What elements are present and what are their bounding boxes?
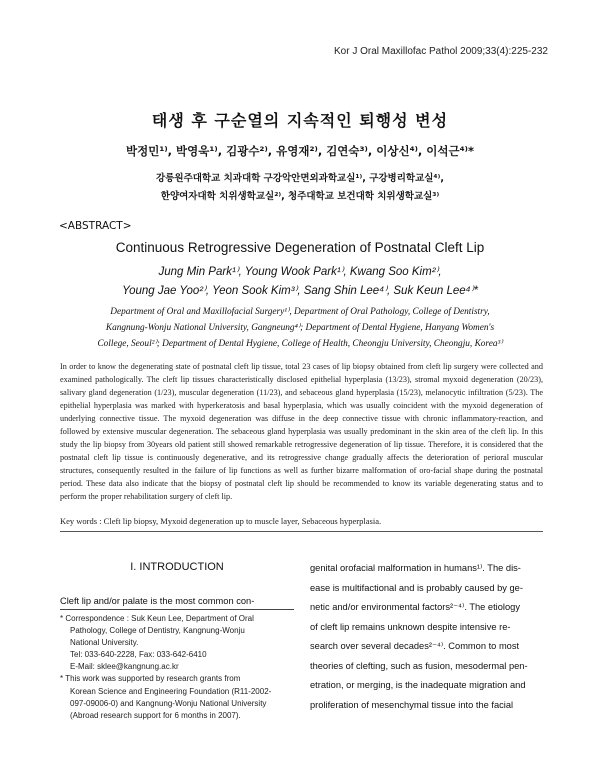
intro-line: proliferation of mesenchymal tissue into the facial	[310, 699, 514, 710]
abstract-body: In order to know the degenerating state of postnatal cleft lip tissue, total 23 cases of lip biopsy obtained from cleft lip surgery were collected and examined pathologically. The cleft lip tissues characteristically disclosed epithelial hyperplasia (13/23), stromal myxoid degeneration (20/23), salivary gland degeneration (1/23), muscular degeneration (11/23), and sebaceous gland hyperplasia (15/23), melanocytic infiltration (5/23). The epithelial hyperplasia was marked with hyperkeratosis and basal hyperplasia, which was usually coincident with the myxoid degeneration of underlying connective tissue. The myxoid degeneration was diffuse in the deep connective tissue with chronic inflammatory-reaction, and followed by extensive muscular degeneration. The sebaceous gland hyperplasia was usually predominant in the skin area of the cleft lip. In this study the lip biopsy from 30years old patient still showed remarkable retrogressive degeneration of lip tissue. Therefore, it is considered that the postnatal cleft lip tissue is continuously degenerative, and its retrogressive change gradually affects the deterioration of perioral muscular structures, consequently resulted in the failure of lip functions as well as further bizarre malformation of oro-facial shape during the postnatal period. These data also indicate that the biopsy of postnatal cleft lip should be recommended to know its variable degenerating status and to perform the proper rehabilitation surgery of cleft lip.	[60, 362, 543, 501]
introduction-left-text: Cleft lip and/or palate is the most common con-	[60, 596, 255, 606]
korean-affiliation-line-1: 강릉원주대학교 치과대학 구강악안면외과학교실¹⁾, 구강병리학교실⁴⁾,	[156, 173, 444, 184]
footnote-correspondence	[60, 613, 292, 673]
footnote-funding	[60, 673, 292, 721]
footnote-phone: Tel: 033-640-2228, Fax: 033-642-6410	[70, 650, 207, 660]
footnote-line: National University.	[70, 638, 139, 648]
footnote-divider	[60, 609, 294, 610]
intro-line: genital orofacial malformation in humans¹⁾. The dis-	[310, 563, 521, 573]
intro-line: theories of clefting, such as fusion, mesodermal pen-	[310, 660, 528, 671]
intro-line: ease is multifactional and is probably caused by ge-	[310, 582, 523, 593]
footnote-line: 097-09006-0) and Kangnung-Wonju National University	[70, 698, 267, 708]
english-affiliation-line-1: Department of Oral and Maxillofacial Surgery¹⁾, Department of Oral Pathology, College of Dentistry,	[110, 307, 490, 317]
keywords: Key words : Cleft lip biopsy, Myxoid degeneration up to muscle layer, Sebaceous hyperplasia.	[60, 516, 382, 526]
intro-line: etration, or merging, is the inadequate migration and	[310, 680, 526, 690]
intro-line: of cleft lip remains unknown despite intensive re-	[310, 621, 511, 632]
english-affiliation-line-2: Kangnung-Wonju National University, Gangneung⁴⁾; Department of Dental Hygiene, Hanyang Women's	[105, 323, 495, 333]
footnote-line: Pathology, College of Dentistry, Kangnung-Wonju	[70, 626, 245, 636]
korean-authors: 박정민¹⁾, 박영욱¹⁾, 김광수²⁾, 유영재²⁾, 김연숙³⁾, 이상신⁴⁾, 이석근⁴⁾*	[126, 144, 474, 158]
english-affiliations	[58, 304, 542, 352]
english-authors-line-1: Jung Min Park¹⁾, Young Wook Park¹⁾, Kwang Soo Kim²⁾,	[158, 266, 442, 278]
footnote-email: E-Mail: sklee@kangnung.ac.kr	[70, 662, 179, 672]
english-authors-line-2: Young Jae Yoo²⁾, Yeon Sook Kim³⁾, Sang Shin Lee⁴⁾, Suk Keun Lee⁴⁾*	[122, 285, 478, 297]
keywords-divider	[60, 531, 543, 532]
journal-citation: Kor J Oral Maxillofac Pathol 2009;33(4):225-232	[333, 46, 548, 57]
intro-line: netic and/or environmental factors²⁻⁴⁾. The etiology	[310, 602, 520, 612]
intro-line: search over several decades²⁻⁴⁾. Common to most	[310, 641, 520, 651]
footnote-line: Korean Science and Engineering Foundation (R11-2002-	[70, 686, 272, 696]
footnote-line: * Correspondence : Suk Keun Lee, Department of Oral	[60, 614, 254, 623]
footnote-line: * This work was supported by research grants from	[60, 674, 241, 684]
korean-title: 태생 후 구순열의 지속적인 퇴행성 변성	[151, 111, 449, 130]
introduction-right-column	[310, 559, 542, 715]
korean-affiliation-line-2: 한양여자대학 치위생학교실²⁾, 청주대학교 보건대학 치위생학교실³⁾	[160, 191, 440, 202]
footnotes	[60, 613, 292, 722]
english-affiliation-line-3: College, Seoul²⁾; Department of Dental Hygiene, College of Health, Cheongju University, Cheongju, Korea³⁾	[97, 339, 503, 349]
footnote-line: (Abroad research support for 6 months in 2007).	[70, 710, 241, 720]
introduction-heading: I. INTRODUCTION	[130, 561, 224, 573]
english-title: Continuous Retrogressive Degeneration of Postnatal Cleft Lip	[115, 240, 485, 255]
abstract-label: <ABSTRACT>	[59, 220, 132, 232]
